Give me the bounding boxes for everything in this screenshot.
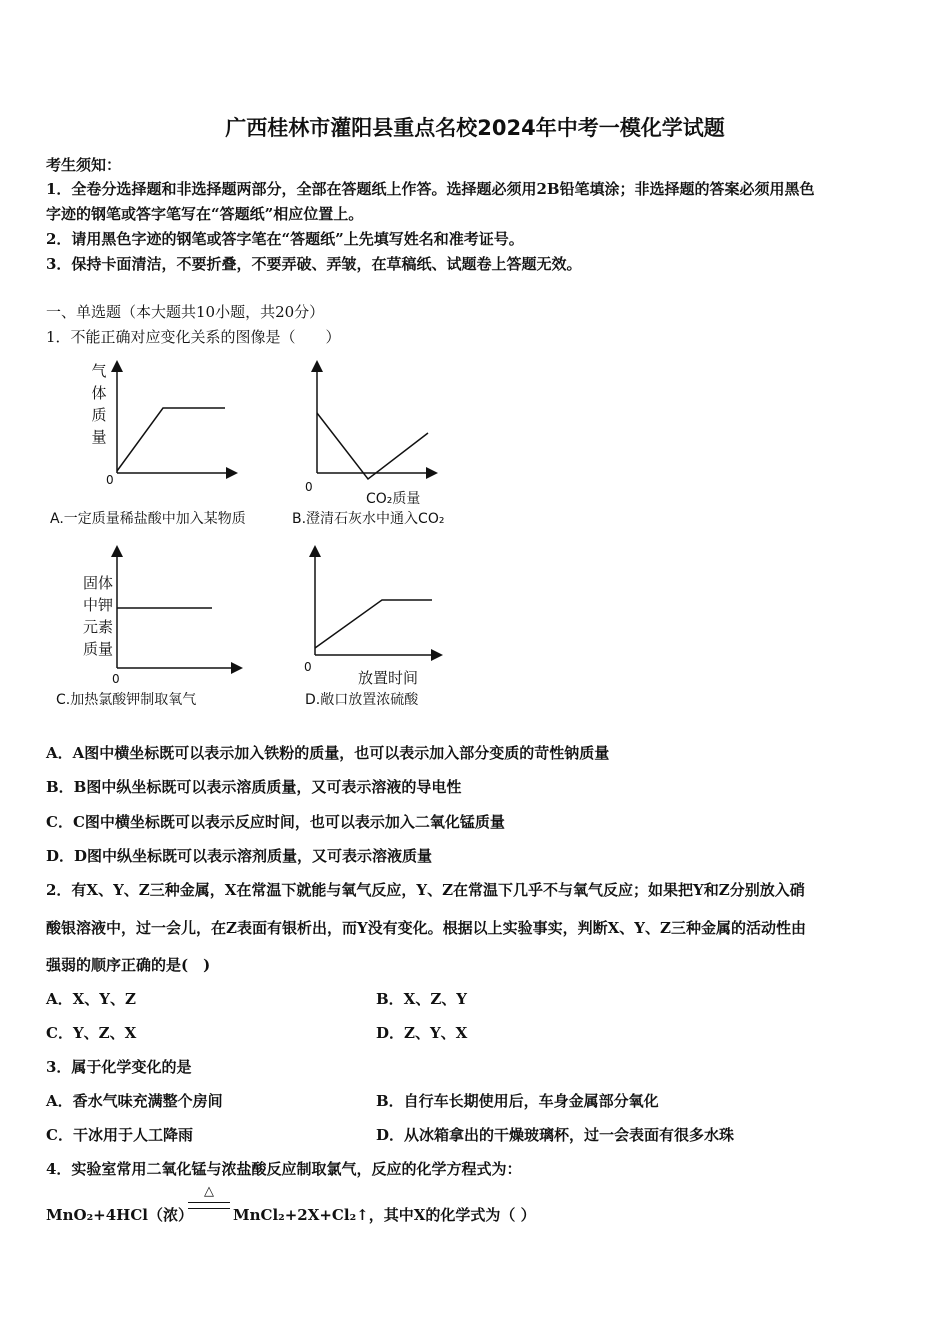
q4-equation-condition: △: [204, 1184, 214, 1199]
q1-option-a: A．A图中横坐标既可以表示加入铁粉的质量，也可以表示加入部分变质的苛性钠质量: [46, 744, 610, 762]
graph-a-origin: 0: [106, 473, 114, 487]
q1-stem: 1．不能正确对应变化关系的图像是（ ）: [46, 328, 341, 346]
q2-option-c: C．Y、Z、X: [46, 1024, 137, 1042]
q3-option-d: D．从冰箱拿出的干燥玻璃杯，过一会表面有很多水珠: [376, 1126, 735, 1144]
graph-c-ylabel: [78, 572, 118, 660]
q3-stem: 3．属于化学变化的是: [46, 1058, 192, 1076]
graph-b-axes: [300, 355, 450, 490]
q2-stem-line-3: 强弱的顺序正确的是( ): [46, 956, 211, 974]
notice-line-3: 3．保持卡面清洁，不要折叠，不要弄破、弄皱，在草稿纸、试题卷上答题无效。: [46, 255, 582, 273]
notice-heading: 考生须知：: [46, 156, 122, 174]
q1-option-c: C．C图中横坐标既可以表示反应时间，也可以表示加入二氧化锰质量: [46, 813, 505, 831]
q2-stem-line-2: 酸银溶液中，过一会儿，在Z表面有银析出，而Y没有变化。根据以上实验事实，判断X、Y、Z三种金属的活动性由: [46, 919, 806, 937]
q2-option-a: A．X、Y、Z: [46, 990, 136, 1008]
q4-equation-right: MnCl₂+2X+Cl₂↑，其中X的化学式为（ ）: [233, 1206, 536, 1224]
q4-equation-sign: [188, 1202, 230, 1209]
graph-c-ylabel-3: 元素: [82, 618, 113, 636]
graph-a-ylabel-4: 量: [91, 428, 107, 446]
q2-option-d: D．Z、Y、X: [376, 1024, 468, 1042]
graph-a-ylabel-3: 质: [91, 406, 107, 424]
graph-c-origin: 0: [112, 672, 120, 686]
graph-b-xlabel: CO₂质量: [366, 491, 421, 507]
graph-a-caption: A.一定质量稀盐酸中加入某物质: [50, 511, 246, 527]
q4-equation-left: MnO₂+4HCl（浓）: [46, 1206, 193, 1224]
graph-a-ylabel-1: 气: [91, 362, 107, 380]
q1-option-b: B．B图中纵坐标既可以表示溶质质量，又可表示溶液的导电性: [46, 778, 462, 796]
graph-c-caption: C.加热氯酸钾制取氧气: [56, 692, 197, 708]
q3-option-c: C．干冰用于人工降雨: [46, 1126, 193, 1144]
graph-c-axes: [100, 540, 250, 675]
graph-a-curve: [117, 408, 225, 471]
notice-line-1a: 1．全卷分选择题和非选择题两部分，全部在答题纸上作答。选择题必须用2B铅笔填涂；非选择题的答案必须用黑色: [46, 180, 815, 198]
q2-stem-line-1: 2．有X、Y、Z三种金属，X在常温下就能与氧气反应，Y、Z在常温下几乎不与氧气反应；如果把Y和Z分别放入硝: [46, 881, 805, 899]
notice-line-2: 2．请用黑色字迹的钢笔或答字笔在“答题纸”上先填写姓名和准考证号。: [46, 230, 524, 248]
q2-option-b: B．X、Z、Y: [376, 990, 467, 1008]
graph-d-axes: [300, 540, 450, 675]
graph-a-ylabel: [88, 360, 110, 448]
q3-option-a: A．香水气味充满整个房间: [46, 1092, 223, 1110]
q3-option-b: B．自行车长期使用后，车身金属部分氧化: [376, 1092, 659, 1110]
graph-b-curve: [317, 413, 428, 479]
graph-d-caption: D.敞口放置浓硫酸: [305, 692, 419, 708]
notice-line-1b: 字迹的钢笔或答字笔写在“答题纸”相应位置上。: [46, 205, 364, 223]
graph-d-xlabel: 放置时间: [358, 669, 419, 687]
graph-b-origin: 0: [305, 480, 313, 494]
graph-d-origin: 0: [304, 660, 312, 674]
graph-b-caption: B.澄清石灰水中通入CO₂: [292, 511, 445, 527]
q4-stem: 4．实验室常用二氧化锰与浓盐酸反应制取氯气，反应的化学方程式为：: [46, 1160, 522, 1178]
graph-c-ylabel-1: 固体: [82, 574, 113, 592]
q1-option-d: D．D图中纵坐标既可以表示溶剂质量，又可表示溶液质量: [46, 847, 433, 865]
graph-c-ylabel-2: 中钾: [82, 596, 113, 614]
graph-d-curve: [315, 600, 432, 648]
page-title: 广西桂林市灌阳县重点名校2024年中考一模化学试题: [225, 116, 725, 140]
graph-a-ylabel-2: 体: [91, 384, 107, 402]
section-heading: 一、单选题（本大题共10小题，共20分）: [46, 303, 325, 321]
graph-c-ylabel-4: 质量: [82, 640, 113, 658]
